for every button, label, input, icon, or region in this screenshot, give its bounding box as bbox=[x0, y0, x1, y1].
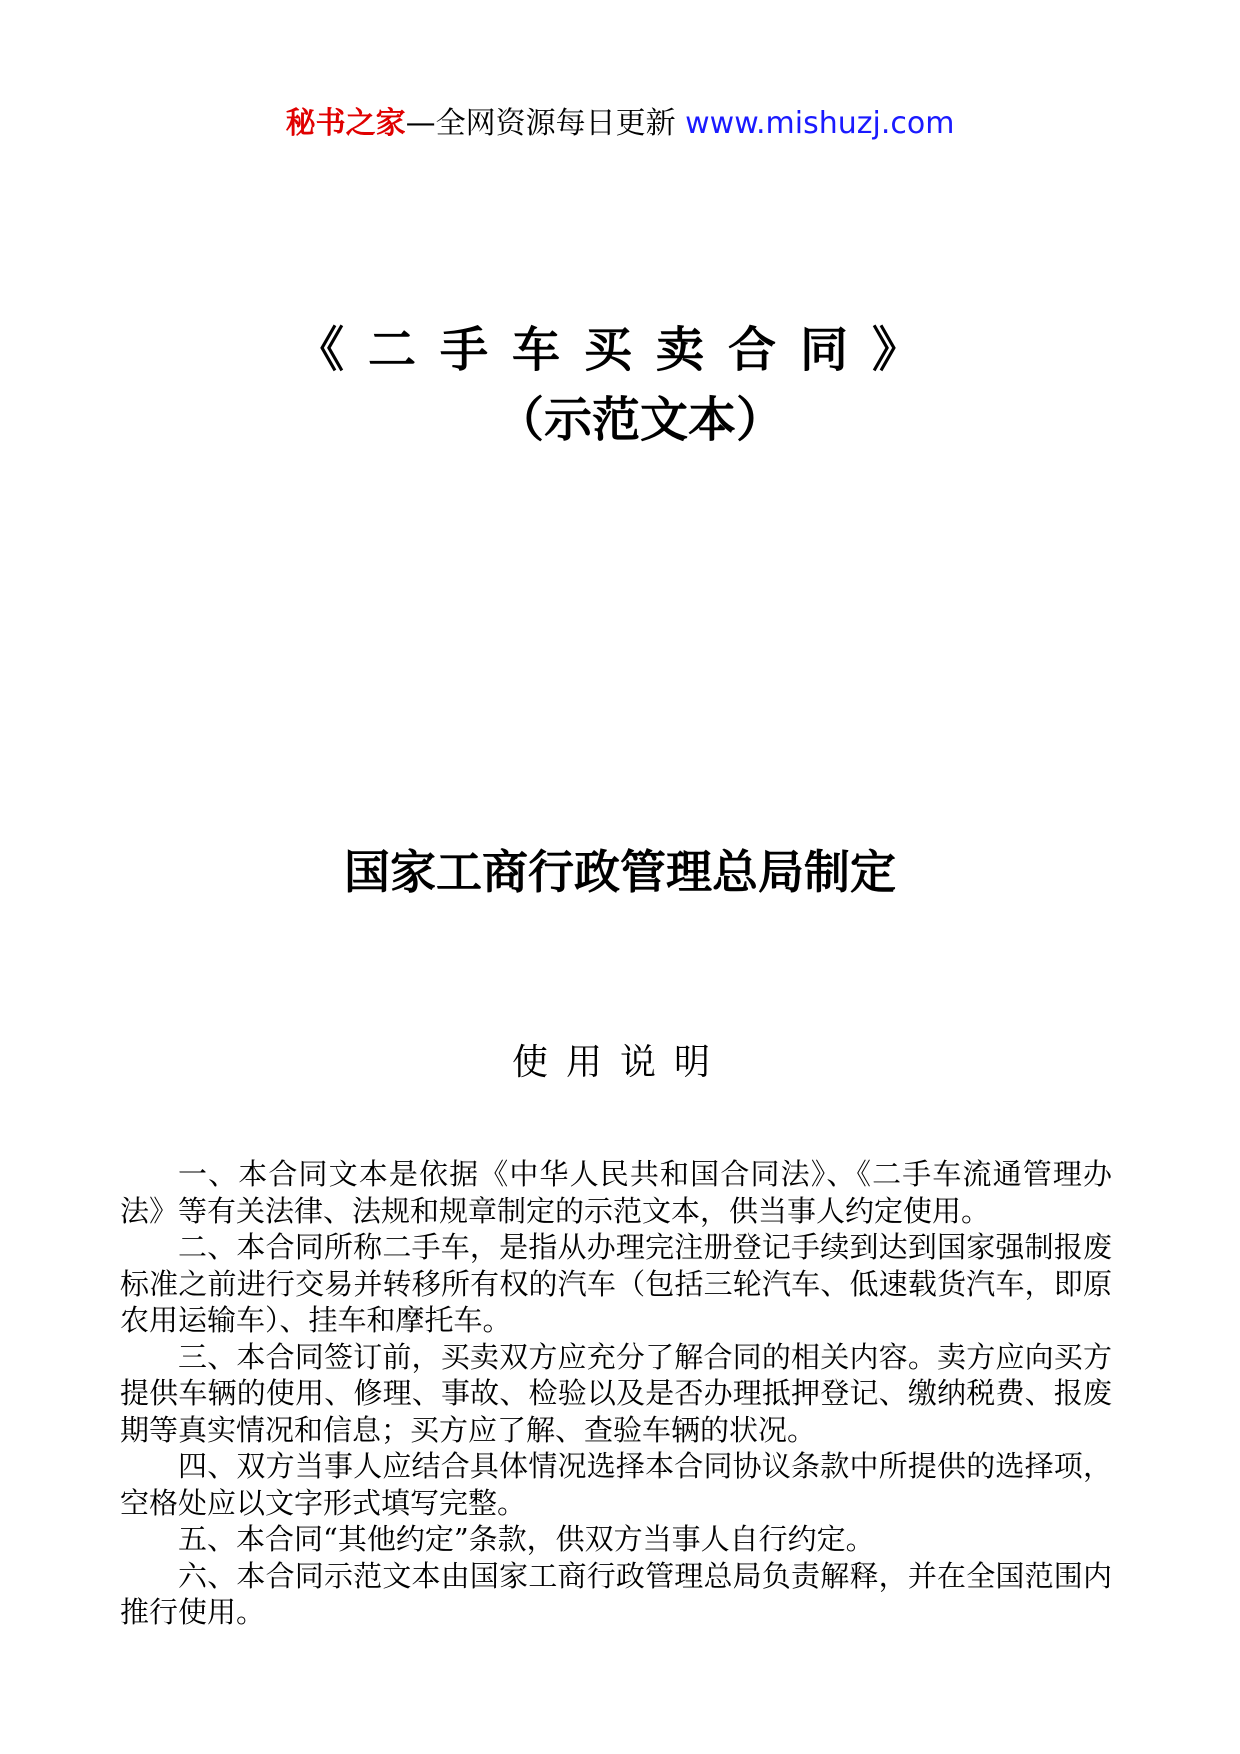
document-title: 《二手车买卖合同》 bbox=[295, 322, 944, 378]
site-header bbox=[0, 104, 1240, 144]
site-url-link[interactable]: www.mishuzj.com bbox=[685, 106, 955, 141]
instructions-heading: 使用说明 bbox=[511, 1042, 728, 1083]
instructions-body bbox=[120, 1156, 1112, 1631]
instruction-paragraph: 二、本合同所称二手车，是指从办理完注册登记手续到达到国家强制报废标准之前进行交易并转移所有权的汽车（包括三轮汽车、低速载货汽车，即原农用运输车）、挂车和摩托车。 bbox=[120, 1230, 1112, 1337]
issuing-authority: 国家工商行政管理总局制定 bbox=[344, 845, 896, 899]
brand-name: 秘书之家 bbox=[285, 106, 406, 141]
instruction-paragraph: 五、本合同“其他约定”条款，供双方当事人自行约定。 bbox=[178, 1522, 875, 1556]
header-slogan: —全网资源每日更新 bbox=[405, 106, 676, 141]
instruction-paragraph: 三、本合同签订前，买卖双方应充分了解合同的相关内容。卖方应向买方提供车辆的使用、修理、事故、检验以及是否办理抵押登记、缴纳税费、报废期等真实情况和信息；买方应了解、查验车辆的状况。 bbox=[120, 1339, 1112, 1447]
instruction-paragraph: 六、本合同示范文本由国家工商行政管理总局负责解释，并在全国范围内推行使用。 bbox=[120, 1558, 1112, 1629]
instruction-paragraph: 四、双方当事人应结合具体情况选择本合同协议条款中所提供的选择项，空格处应以文字形式填写完整。 bbox=[120, 1449, 1112, 1520]
document-subtitle: （示范文本） bbox=[495, 392, 784, 448]
instruction-paragraph: 一、本合同文本是依据《中华人民共和国合同法》、《二手车流通管理办法》等有关法律、法规和规章制定的示范文本，供当事人约定使用。 bbox=[120, 1157, 1112, 1228]
